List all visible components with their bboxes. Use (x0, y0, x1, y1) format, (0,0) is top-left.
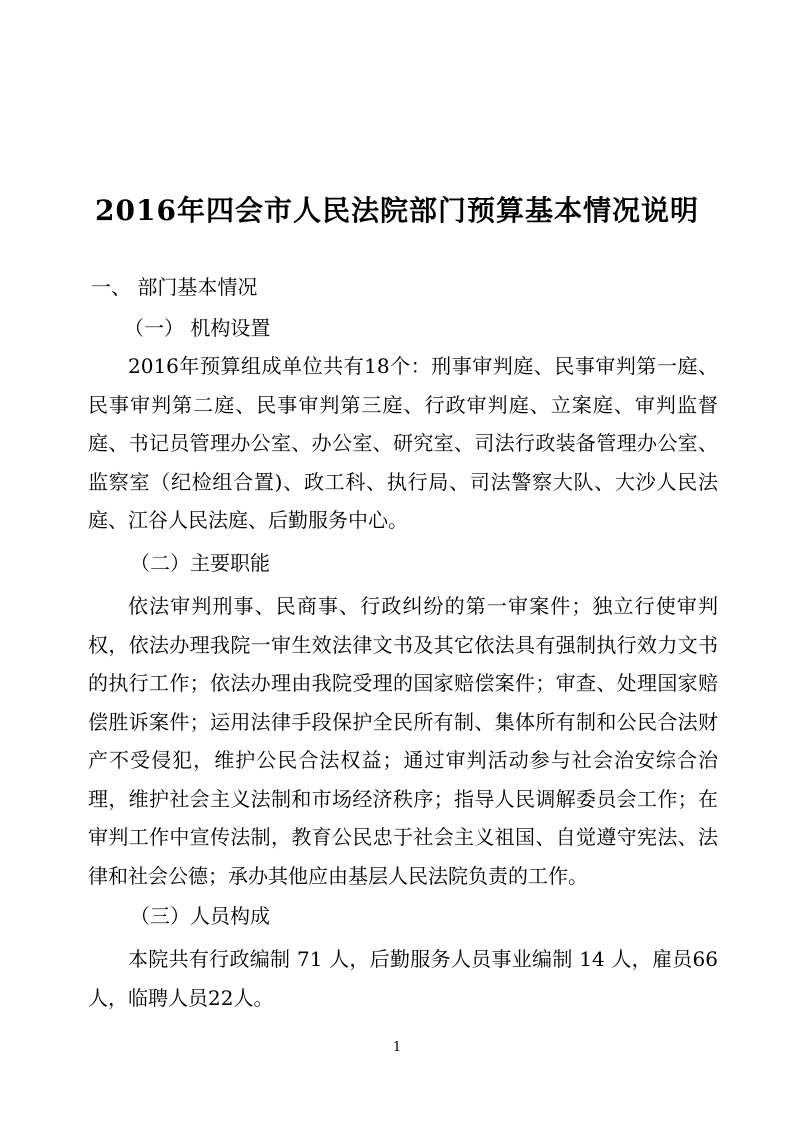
subsection-heading-functions: （二）主要职能 (130, 551, 270, 575)
subsection-heading-personnel: （三）人员构成 (130, 904, 270, 928)
organization-paragraph: 2016年预算组成单位共有18个：刑事审判庭、民事审判第一庭、民事审判第二庭、民事审判第三庭、行政审判庭、立案庭、审判监督庭、书记员管理办公室、办公室、研究室、司法行政装备管理办公室、监察室（纪检组合置)、政工科、执行局、司法警察大队、大沙人民法庭、江谷人民法庭、后勤服务中心。 (88, 354, 718, 532)
functions-paragraph: 依法审判刑事、民商事、行政纠纷的第一审案件；独立行使审判权，依法办理我院一审生效法律文书及其它依法具有强制执行效力文书的执行工作；依法办理由我院受理的国家赔偿案件；审查、处理国家赔偿胜诉案件；运用法律手段保护全民所有制、集体所有制和公民合法财产不受侵犯，维护公民合法权益；通过审判活动参与社会治安综合治理，维护社会主义法制和市场经济秩序；指导人民调解委员会工作；在审判工作中宣传法制，教育公民忠于社会主义祖国、自觉遵守宪法、法律和社会公德；承办其他应由基层人民法院负责的工作。 (88, 594, 718, 888)
document-title: 2016年四会市人民法院部门预算基本情况说明 (95, 194, 699, 227)
page-number: 1 (392, 1040, 402, 1055)
section-heading-basic-info: 一、 部门基本情况 (91, 275, 258, 299)
personnel-paragraph: 本院共有行政编制 71 人，后勤服务人员事业编制 14 人，雇员66人，临聘人员22人。 (88, 947, 718, 1010)
subsection-heading-organization: （一） 机构设置 (124, 316, 271, 340)
